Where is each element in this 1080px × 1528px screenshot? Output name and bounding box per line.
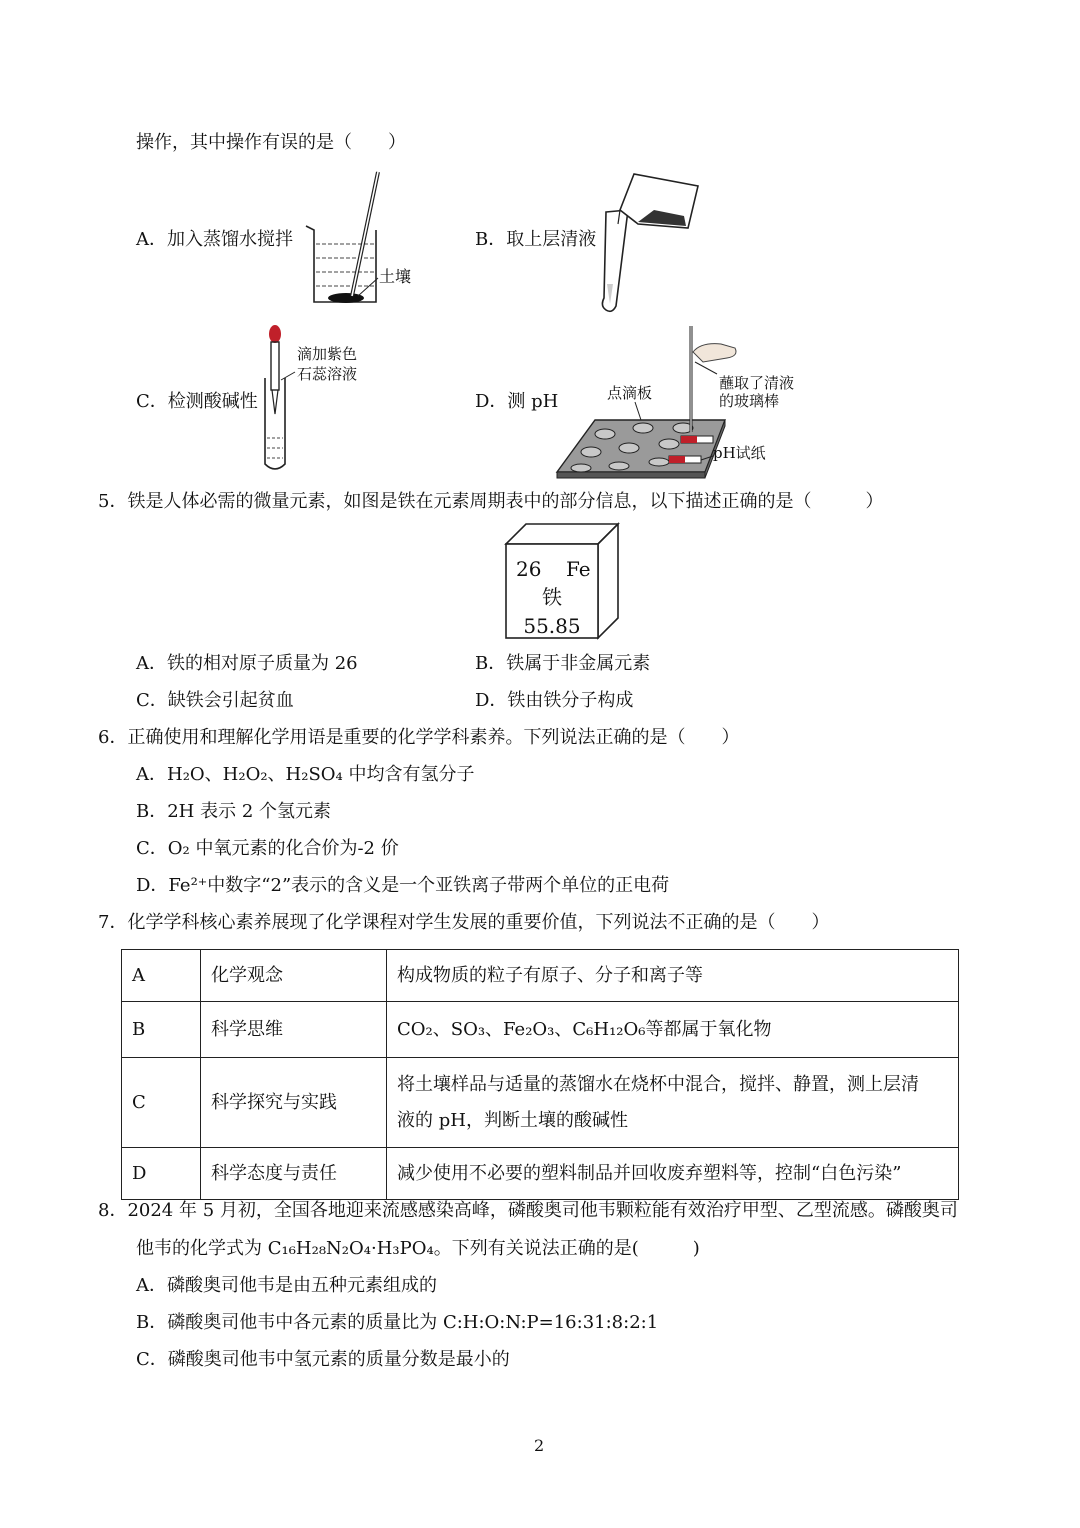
- row-key: B: [122, 1002, 201, 1058]
- spot-plate-label: 点滴板: [607, 384, 653, 402]
- q5-option-c: C．缺铁会引起贫血: [136, 690, 294, 711]
- dropper-label-1: 滴加紫色: [297, 345, 358, 363]
- row-aspect: 科学思维: [201, 1002, 387, 1058]
- q8-stem-line1: 8．2024 年 5 月初，全国各地迎来流感感染高峰，磷酸奥司他韦颗粒能有效治疗甲型、乙型流感。磷酸奥司: [98, 1200, 958, 1221]
- soil-sample: [328, 293, 364, 303]
- table-row: [122, 1002, 959, 1058]
- element-number: 26: [516, 557, 542, 581]
- ph-test-figure: [555, 322, 815, 480]
- q5-option-b: B．铁属于非金属元素: [475, 653, 651, 674]
- q8-option-a: A．磷酸奥司他韦是由五种元素组成的: [136, 1275, 437, 1296]
- q6-option-a: A．H₂O、H₂O₂、H₂SO₄ 中均含有氢分子: [136, 764, 475, 785]
- element-name: 铁: [542, 585, 562, 609]
- periodic-element-card: [504, 522, 620, 640]
- dropper-label-2: 石蕊溶液: [297, 365, 358, 383]
- q6-option-b: B．2H 表示 2 个氢元素: [136, 801, 331, 822]
- page-number: 2: [534, 1436, 545, 1455]
- row-key: D: [122, 1148, 201, 1200]
- q6-stem: 6．正确使用和理解化学用语是重要的化学学科素养。下列说法正确的是（ ）: [98, 727, 740, 748]
- q4-option-c: C．检测酸碱性: [136, 391, 258, 412]
- pouring-figure: [598, 166, 708, 316]
- row-content: [387, 1058, 959, 1148]
- row-content: 构成物质的粒子有原子、分子和离子等: [387, 950, 959, 1002]
- q4-option-d: D．测 pH: [475, 391, 559, 412]
- table-row: [122, 1148, 959, 1200]
- row-aspect: 化学观念: [201, 950, 387, 1002]
- q4-option-b: B．取上层清液: [475, 229, 597, 250]
- q8-option-b: B．磷酸奥司他韦中各元素的质量比为 C:H:O:N:P=16:31:8:2:1: [136, 1312, 659, 1333]
- table-row: [122, 1058, 959, 1148]
- q8-option-c: C．磷酸奥司他韦中氢元素的质量分数是最小的: [136, 1349, 510, 1370]
- element-mass: 55.85: [523, 614, 581, 638]
- rod-label-1: 蘸取了清液: [719, 374, 795, 392]
- q5-stem: 5．铁是人体必需的微量元素，如图是铁在元素周期表中的部分信息，以下描述正确的是（ ）: [98, 491, 884, 512]
- element-symbol: Fe: [566, 557, 591, 581]
- row-key: A: [122, 950, 201, 1002]
- beaker-stirring-figure: [300, 170, 430, 310]
- q5-option-d: D．铁由铁分子构成: [475, 690, 634, 711]
- row-aspect: 科学态度与责任: [201, 1148, 387, 1200]
- row-content: 减少使用不必要的塑料制品并回收废弃塑料等，控制“白色污染”: [387, 1148, 959, 1200]
- q4-stem-tail: 操作，其中操作有误的是（ ）: [136, 132, 406, 153]
- row-content-line: 液的 pH，判断土壤的酸碱性: [397, 1109, 628, 1131]
- row-content-line: 将土壤样品与适量的蒸馏水在烧杯中混合，搅拌、静置，测上层清: [397, 1073, 919, 1095]
- q4-option-a: A．加入蒸馏水搅拌: [136, 229, 293, 250]
- table-row: [122, 950, 959, 1002]
- rod-label-2: 的玻璃棒: [719, 392, 780, 410]
- q8-stem-line2: 他韦的化学式为 C₁₆H₂₈N₂O₄·H₃PO₄。下列有关说法正确的是( ): [136, 1238, 700, 1259]
- row-aspect: 科学探究与实践: [201, 1058, 387, 1148]
- q7-table: [121, 949, 959, 1200]
- q6-option-c: C．O₂ 中氧元素的化合价为-2 价: [136, 838, 399, 859]
- dropper-testtube-figure: [255, 322, 375, 477]
- q6-option-d: D．Fe²⁺中数字“2”表示的含义是一个亚铁离子带两个单位的正电荷: [136, 875, 670, 896]
- soil-label: 土壤: [379, 267, 412, 286]
- q7-stem: 7．化学学科核心素养展现了化学课程对学生发展的重要价值，下列说法不正确的是（ ）: [98, 912, 830, 933]
- ph-paper-label: pH试纸: [713, 444, 766, 462]
- row-content: CO₂、SO₃、Fe₂O₃、C₆H₁₂O₆等都属于氧化物: [387, 1002, 959, 1058]
- row-key: C: [122, 1058, 201, 1148]
- q5-option-a: A．铁的相对原子质量为 26: [136, 653, 358, 674]
